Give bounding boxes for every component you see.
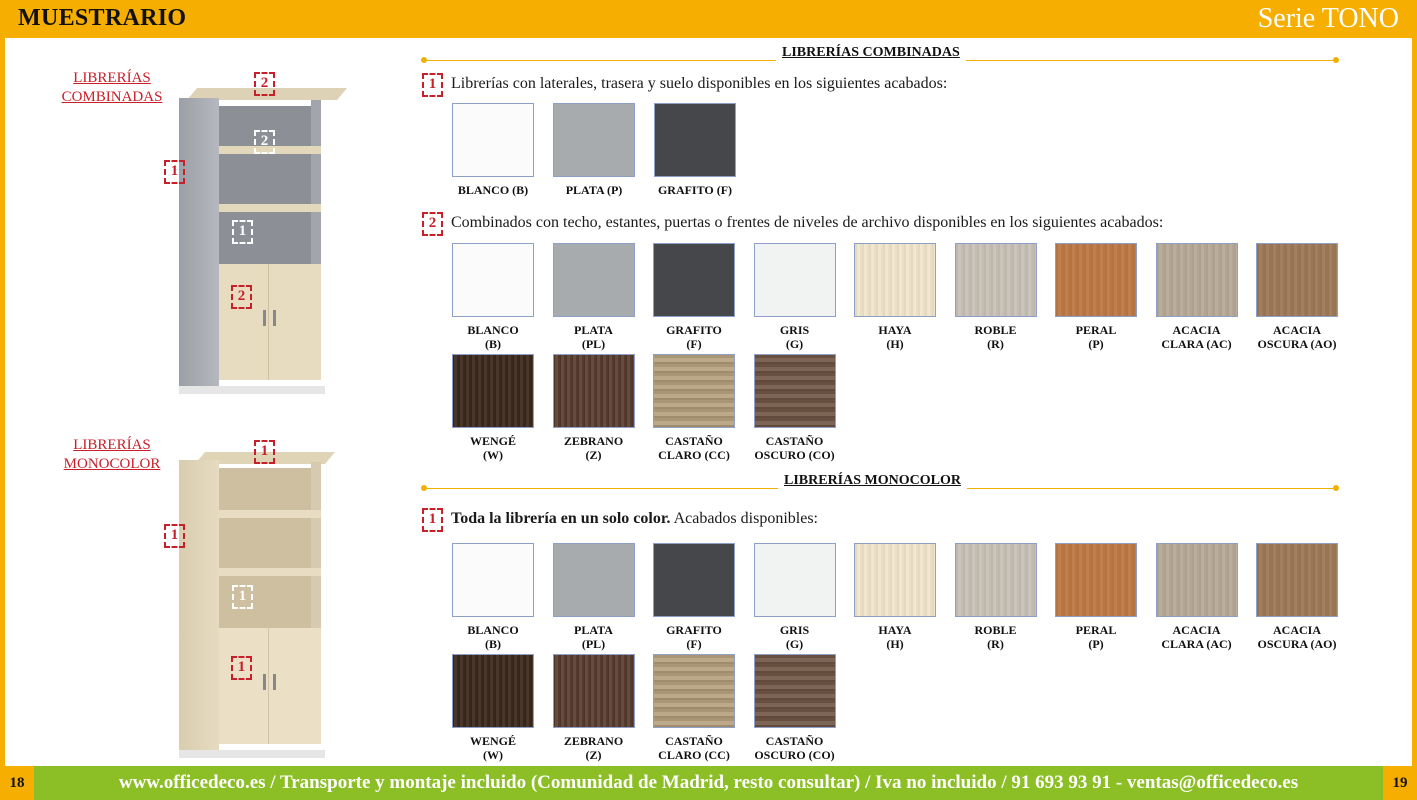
mark-2-shelf: 2 bbox=[254, 130, 275, 154]
row1-description: Librerías con laterales, trasera y suelo disponibles en los siguientes acabados: bbox=[451, 75, 948, 92]
mono-swatch-label bbox=[644, 623, 744, 651]
mono-swatch bbox=[1256, 543, 1338, 617]
swatch-label-line1: ROBLE bbox=[974, 623, 1017, 637]
swatch-label-line1: GRAFITO bbox=[666, 623, 722, 637]
mono-swatch-label bbox=[745, 734, 845, 762]
swatch-label-line2: CLARO (CC) bbox=[658, 748, 730, 762]
mono-row1-text: Acabados disponibles: bbox=[670, 510, 818, 527]
mono-swatch-label bbox=[745, 623, 845, 651]
swatch-label-line2: (B) bbox=[485, 637, 501, 651]
page-number-left: 18 bbox=[0, 766, 34, 800]
right-frame-line bbox=[1412, 38, 1417, 766]
combined-swatch-label bbox=[1147, 323, 1247, 351]
swatch-label-line2: OSCURO (CO) bbox=[754, 448, 835, 462]
row-number-2: 2 bbox=[422, 212, 443, 236]
combined-swatch bbox=[452, 243, 534, 317]
swatch-label-line1: ACACIA bbox=[1273, 323, 1321, 337]
swatch-label-line2: CLARO (CC) bbox=[658, 448, 730, 462]
mono-swatch bbox=[653, 543, 735, 617]
swatch-label-line1: CASTAÑO bbox=[665, 434, 723, 448]
swatch-label-line1: PLATA bbox=[574, 323, 613, 337]
header-bar bbox=[0, 0, 1417, 38]
swatch-label-line2: (W) bbox=[483, 748, 503, 762]
combined-swatch bbox=[653, 354, 735, 428]
mono-swatch-label bbox=[946, 623, 1046, 651]
swatch-label-line1: PERAL bbox=[1075, 323, 1117, 337]
swatch-label-line2: (Z) bbox=[585, 448, 602, 462]
mono-row-number-1: 1 bbox=[422, 508, 443, 532]
combinadas-label-line1: LIBRERÍAS bbox=[73, 70, 151, 86]
swatch-label-line1: CASTAÑO bbox=[765, 734, 824, 748]
combined-swatch bbox=[854, 243, 936, 317]
combined-swatch-label bbox=[946, 323, 1046, 351]
mono-swatch-label bbox=[1046, 623, 1146, 651]
monocolor-label-line2: MONOCOLOR bbox=[63, 456, 161, 472]
swatch-label-line1: GRAFITO bbox=[666, 323, 722, 337]
swatch-label-line2: CLARA (AC) bbox=[1161, 637, 1232, 651]
combined-swatch-label bbox=[644, 323, 744, 351]
swatch-label-line1: ZEBRANO bbox=[563, 434, 624, 448]
mono-swatch bbox=[452, 543, 534, 617]
mark-2-top: 2 bbox=[254, 72, 275, 96]
swatch-label-line2: (B) bbox=[485, 337, 501, 351]
section-title-monocolor: LIBRERÍAS MONOCOLOR bbox=[778, 473, 967, 489]
swatch-label-line1: WENGÉ bbox=[469, 734, 516, 748]
mono-swatch bbox=[653, 654, 735, 728]
swatch-label-line2: CLARA (AC) bbox=[1161, 337, 1232, 351]
body-swatch bbox=[553, 103, 635, 177]
mono-mark-1-side: 1 bbox=[164, 524, 185, 548]
mono-swatch-label bbox=[544, 734, 644, 762]
combined-swatch bbox=[452, 354, 534, 428]
mono-swatch bbox=[854, 543, 936, 617]
footer-bar bbox=[0, 766, 1417, 800]
section-title-combinadas: LIBRERÍAS COMBINADAS bbox=[776, 45, 966, 61]
swatch-label-line2: (F) bbox=[686, 337, 702, 351]
body-swatch bbox=[654, 103, 736, 177]
combined-swatch-label bbox=[644, 434, 744, 462]
footer-contact-text: www.officedeco.es / Transporte y montaje incluido (Comunidad de Madrid, resto consultar) / Iva no incluido / 91 693 93 91 - ventas@officedeco.es bbox=[118, 772, 1299, 793]
combined-swatch bbox=[1256, 243, 1338, 317]
mono-mark-1-top: 1 bbox=[254, 440, 275, 464]
swatch-label-line1: ROBLE bbox=[974, 323, 1017, 337]
swatch-label-line2: (F) bbox=[686, 637, 702, 651]
mark-1-side: 1 bbox=[164, 160, 185, 184]
swatch-label-line2: (Z) bbox=[585, 748, 602, 762]
swatch-label-line1: BLANCO bbox=[467, 323, 519, 337]
swatch-label-line2: (R) bbox=[987, 637, 1004, 651]
row2-description: Combinados con techo, estantes, puertas o frentes de niveles de archivo disponibles en los siguientes acabados: bbox=[451, 214, 1164, 231]
mono-swatch bbox=[754, 654, 836, 728]
swatch-label-line1: BLANCO (B) bbox=[457, 183, 529, 197]
mono-swatch bbox=[452, 654, 534, 728]
swatch-label-line1: CASTAÑO bbox=[665, 734, 723, 748]
mark-2-door: 2 bbox=[231, 285, 252, 309]
swatch-label-line1: ACACIA bbox=[1172, 323, 1221, 337]
swatch-label-line2: (PL) bbox=[581, 337, 606, 351]
swatch-label-line1: GRAFITO (F) bbox=[657, 183, 733, 197]
monocolor-label-line1: LIBRERÍAS bbox=[73, 437, 151, 453]
body-swatch bbox=[452, 103, 534, 177]
swatch-label-line1: ACACIA bbox=[1172, 623, 1221, 637]
swatch-label-line1: PERAL bbox=[1075, 623, 1117, 637]
combined-swatch bbox=[553, 354, 635, 428]
mono-swatch-label bbox=[443, 623, 543, 651]
mono-swatch-label bbox=[1247, 623, 1347, 651]
swatch-label-line1: GRIS bbox=[779, 623, 810, 637]
swatch-label-line1: HAYA bbox=[878, 623, 912, 637]
combined-swatch-label bbox=[1247, 323, 1347, 351]
swatch-label-line2: OSCURA (AO) bbox=[1257, 637, 1337, 651]
swatch-label-line2: (P) bbox=[1088, 337, 1104, 351]
body-swatch-label bbox=[443, 183, 543, 197]
row-number-1: 1 bbox=[422, 73, 443, 97]
page-title: MUESTRARIO bbox=[18, 5, 187, 31]
mark-1-back: 1 bbox=[232, 220, 253, 244]
mono-swatch bbox=[1055, 543, 1137, 617]
mono-swatch bbox=[553, 654, 635, 728]
left-frame-line bbox=[0, 38, 5, 766]
swatch-label-line1: CASTAÑO bbox=[765, 434, 824, 448]
swatch-label-line1: GRIS bbox=[779, 323, 810, 337]
mono-swatch-label bbox=[544, 623, 644, 651]
body-swatch-label bbox=[645, 183, 745, 197]
swatch-label-line2: (G) bbox=[785, 337, 804, 351]
section-dot-right bbox=[1333, 57, 1339, 63]
page-number-right: 19 bbox=[1383, 766, 1417, 800]
swatch-label-line1: PLATA (P) bbox=[565, 183, 623, 197]
section-dot-right-mono bbox=[1333, 485, 1339, 491]
monocolor-bookcase-illustration bbox=[175, 452, 335, 764]
mono-swatch-label bbox=[644, 734, 744, 762]
mono-mark-1-back: 1 bbox=[232, 585, 253, 609]
combined-swatch-label bbox=[443, 323, 543, 351]
combined-swatch bbox=[754, 354, 836, 428]
swatch-label-line2: OSCURO (CO) bbox=[754, 748, 835, 762]
swatch-label-line1: HAYA bbox=[878, 323, 912, 337]
swatch-label-line2: (H) bbox=[886, 337, 904, 351]
swatch-label-line2: (R) bbox=[987, 337, 1004, 351]
swatch-label-line1: ACACIA bbox=[1273, 623, 1321, 637]
swatch-label-line2: (G) bbox=[785, 637, 804, 651]
mono-swatch bbox=[553, 543, 635, 617]
combined-swatch-label bbox=[745, 323, 845, 351]
monocolor-label bbox=[42, 436, 182, 474]
swatch-label-line1: BLANCO bbox=[467, 623, 519, 637]
combined-swatch-label bbox=[745, 434, 845, 462]
combined-swatch-label bbox=[544, 323, 644, 351]
mono-swatch-label bbox=[443, 734, 543, 762]
swatch-label-line1: ZEBRANO bbox=[563, 734, 624, 748]
swatch-label-line2: (P) bbox=[1088, 637, 1104, 651]
mono-row1-description bbox=[451, 510, 818, 528]
mono-row1-bold: Toda la librería en un solo color. bbox=[451, 510, 671, 527]
combinadas-label-line2: COMBINADAS bbox=[61, 89, 163, 105]
swatch-label-line1: PLATA bbox=[574, 623, 613, 637]
combinadas-label bbox=[42, 69, 182, 107]
swatch-label-line1: WENGÉ bbox=[469, 434, 516, 448]
combined-swatch-label bbox=[1046, 323, 1146, 351]
combined-swatch bbox=[1156, 243, 1238, 317]
swatch-label-line2: OSCURA (AO) bbox=[1257, 337, 1337, 351]
mono-swatch-label bbox=[845, 623, 945, 651]
body-swatch-label bbox=[544, 183, 644, 197]
mono-mark-1-door: 1 bbox=[231, 656, 252, 680]
mono-swatch-label bbox=[1147, 623, 1247, 651]
swatch-label-line2: (W) bbox=[483, 448, 503, 462]
combined-swatch bbox=[553, 243, 635, 317]
combined-swatch-label bbox=[845, 323, 945, 351]
series-title: Serie TONO bbox=[1257, 3, 1399, 34]
combined-swatch bbox=[1055, 243, 1137, 317]
mono-swatch bbox=[754, 543, 836, 617]
combined-swatch-label bbox=[544, 434, 644, 462]
combined-swatch bbox=[653, 243, 735, 317]
swatch-label-line2: (PL) bbox=[581, 637, 606, 651]
combined-swatch bbox=[955, 243, 1037, 317]
swatch-label-line2: (H) bbox=[886, 637, 904, 651]
combined-swatch-label bbox=[443, 434, 543, 462]
mono-swatch bbox=[1156, 543, 1238, 617]
combined-swatch bbox=[754, 243, 836, 317]
mono-swatch bbox=[955, 543, 1037, 617]
